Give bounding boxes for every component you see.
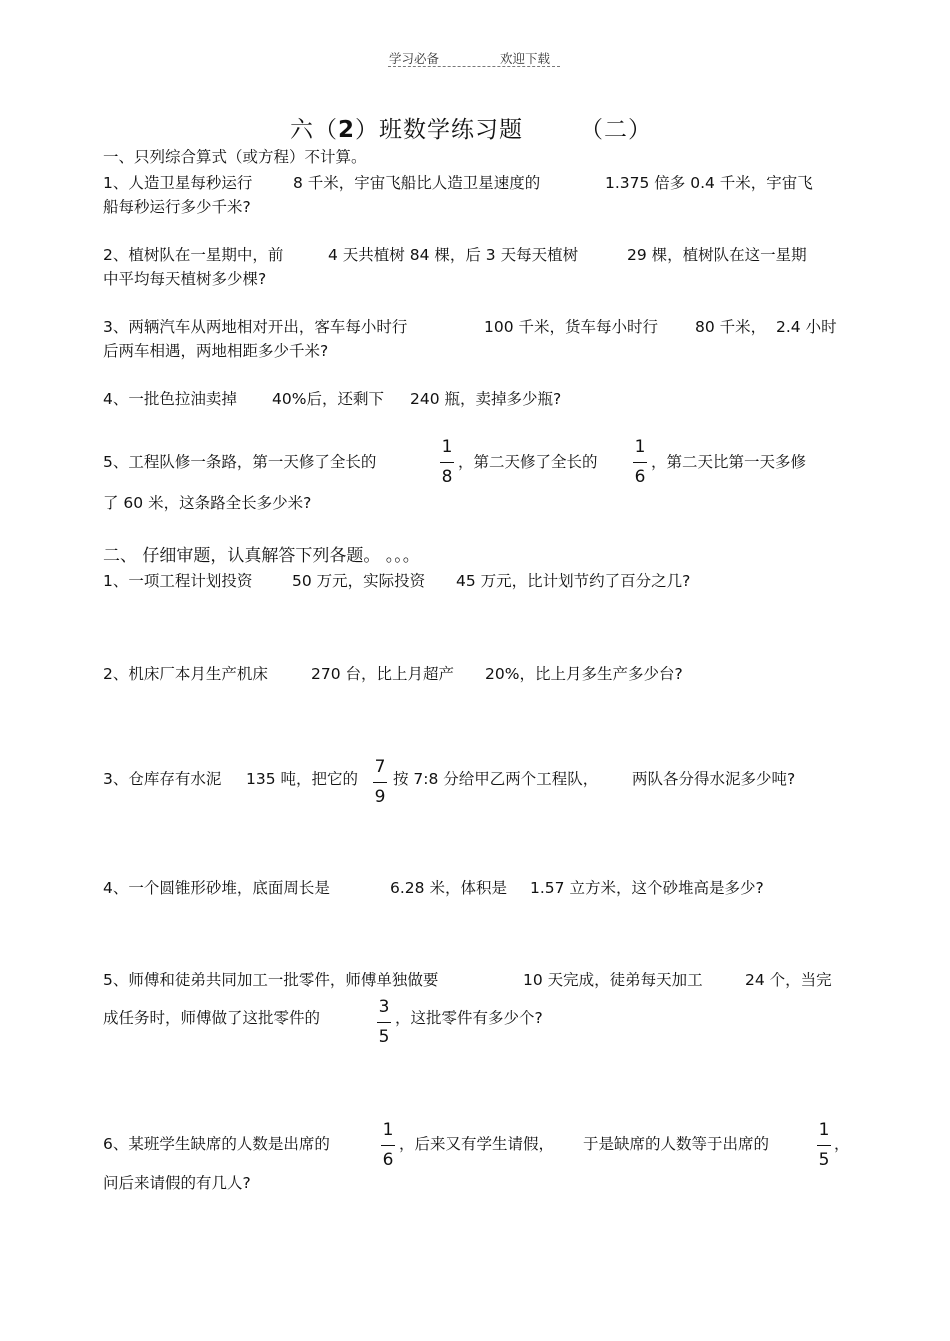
s2-q6-c: 于是缺席的人数等于出席的 [583,1135,770,1153]
fraction-numerator: 1 [441,437,453,457]
s2-q2-a: 2、机床厂本月生产机床 [103,665,268,683]
s1-q1-c: 1.375 倍多 0.4 千米，宇宙飞 [605,174,813,192]
fraction-bar [817,1145,831,1146]
s2-q3-fraction [371,757,389,807]
section1-heading: 一、只列综合算式（或方程）不计算。 [103,148,367,166]
s2-q4-b: 6.28 米，体积是 [390,879,507,897]
s1-q1-a: 1、人造卫星每秒运行 [103,174,253,192]
s1-q2-a: 2、植树队在一星期中，前 [103,246,284,264]
s1-q5-fraction-2 [631,437,649,487]
s1-q5-line2: 了 60 米，这条路全长多少米? [103,494,312,512]
s1-q3-b: 100 千米，货车每小时行 [484,318,659,336]
s2-q3-d: 两队各分得水泥多少吨? [632,770,796,788]
s2-q4-c: 1.57 立方米，这个砂堆高是多少? [530,879,764,897]
s2-q1-b: 50 万元，实际投资 [292,572,426,590]
fraction-bar [373,782,387,783]
s2-q2-c: 20%，比上月多生产多少台? [485,665,683,683]
s1-q2-line2: 中平均每天植树多少棵? [103,270,267,288]
s2-q6-line2: 问后来请假的有几人? [103,1174,251,1192]
s2-q1-c: 45 万元，比计划节约了百分之几? [456,572,691,590]
s2-q6-b: ，后来又有学生请假， [399,1135,555,1153]
header-left: 学习必备 [389,51,440,66]
page-subtitle: （二） [580,117,652,143]
s1-q1-b: 8 千米，宇宙飞船比人造卫星速度的 [293,174,541,192]
s1-q1-line2: 船每秒运行多少千米? [103,198,251,216]
s2-q3-a: 3、仓库存有水泥 [103,770,222,788]
s2-q1-a: 1、一项工程计划投资 [103,572,253,590]
fraction-bar [633,462,647,463]
s1-q3-c: 80 千米， [695,318,767,336]
fraction-numerator: 1 [634,437,646,457]
s2-q6-a: 6、某班学生缺席的人数是出席的 [103,1135,330,1153]
s2-q5-b: 10 天完成，徒弟每天加工 [523,971,703,989]
s1-q5-c: ，第二天比第一天多修 [651,453,807,471]
s1-q5-fraction-1 [438,437,456,487]
s1-q3-a: 3、两辆汽车从两地相对开出，客车每小时行 [103,318,408,336]
s1-q2-b: 4 天共植树 84 棵，后 3 天每天植树 [328,246,579,264]
s2-q6-fraction-1 [379,1120,397,1170]
s1-q3-d: 2.4 小时 [776,318,837,336]
fraction-denominator: 5 [378,1027,390,1047]
fraction-denominator: 8 [441,467,453,487]
title-prefix: 六（ [290,117,338,143]
s2-q5-line2: 成任务时，师傅做了这批零件的 [103,1009,321,1027]
section2-heading: 二、 仔细审题，认真解答下列各题。 。。。 [103,546,420,566]
s2-q3-b: 135 吨，把它的 [246,770,359,788]
fraction-denominator: 9 [374,787,386,807]
fraction-numerator: 7 [374,757,386,777]
title-suffix: ）班数学练习题 [355,117,524,143]
s1-q4-a: 4、一批色拉油卖掉 [103,390,237,408]
s2-q5-a: 5、师傅和徒弟共同加工一批零件，师傅单独做要 [103,971,439,989]
s2-q6-fraction-2 [815,1120,833,1170]
fraction-numerator: 3 [378,997,390,1017]
s2-q2-b: 270 台，比上月超产 [311,665,455,683]
fraction-numerator: 1 [818,1120,830,1140]
header-right: 欢迎下载 [500,51,551,66]
fraction-bar [440,462,454,463]
s1-q3-line2: 后两车相遇，两地相距多少千米? [103,342,329,360]
fraction-numerator: 1 [382,1120,394,1140]
page-title [290,111,523,144]
fraction-denominator: 5 [818,1150,830,1170]
s2-q5-fraction [375,997,393,1047]
s2-q5-c: 24 个，当完 [745,971,832,989]
s1-q2-c: 29 棵，植树队在这一星期 [627,246,807,264]
s2-q5-line2b: ，这批零件有多少个? [395,1009,543,1027]
s1-q4-b: 40%后，还剩下 [272,390,384,408]
s2-q3-c: 按 7:8 分给甲乙两个工程队， [393,770,599,788]
s1-q4-c: 240 瓶，卖掉多少瓶? [410,390,562,408]
s1-q5-b: ，第二天修了全长的 [458,453,598,471]
s1-q5-a: 5、工程队修一条路，第一天修了全长的 [103,453,377,471]
fraction-denominator: 6 [634,467,646,487]
fraction-bar [381,1145,395,1146]
s2-q6-d: ， [834,1135,850,1153]
title-class-number: 2 [338,117,356,143]
fraction-bar [377,1022,391,1023]
s2-q4-a: 4、一个圆锥形砂堆，底面周长是 [103,879,330,897]
fraction-denominator: 6 [382,1150,394,1170]
